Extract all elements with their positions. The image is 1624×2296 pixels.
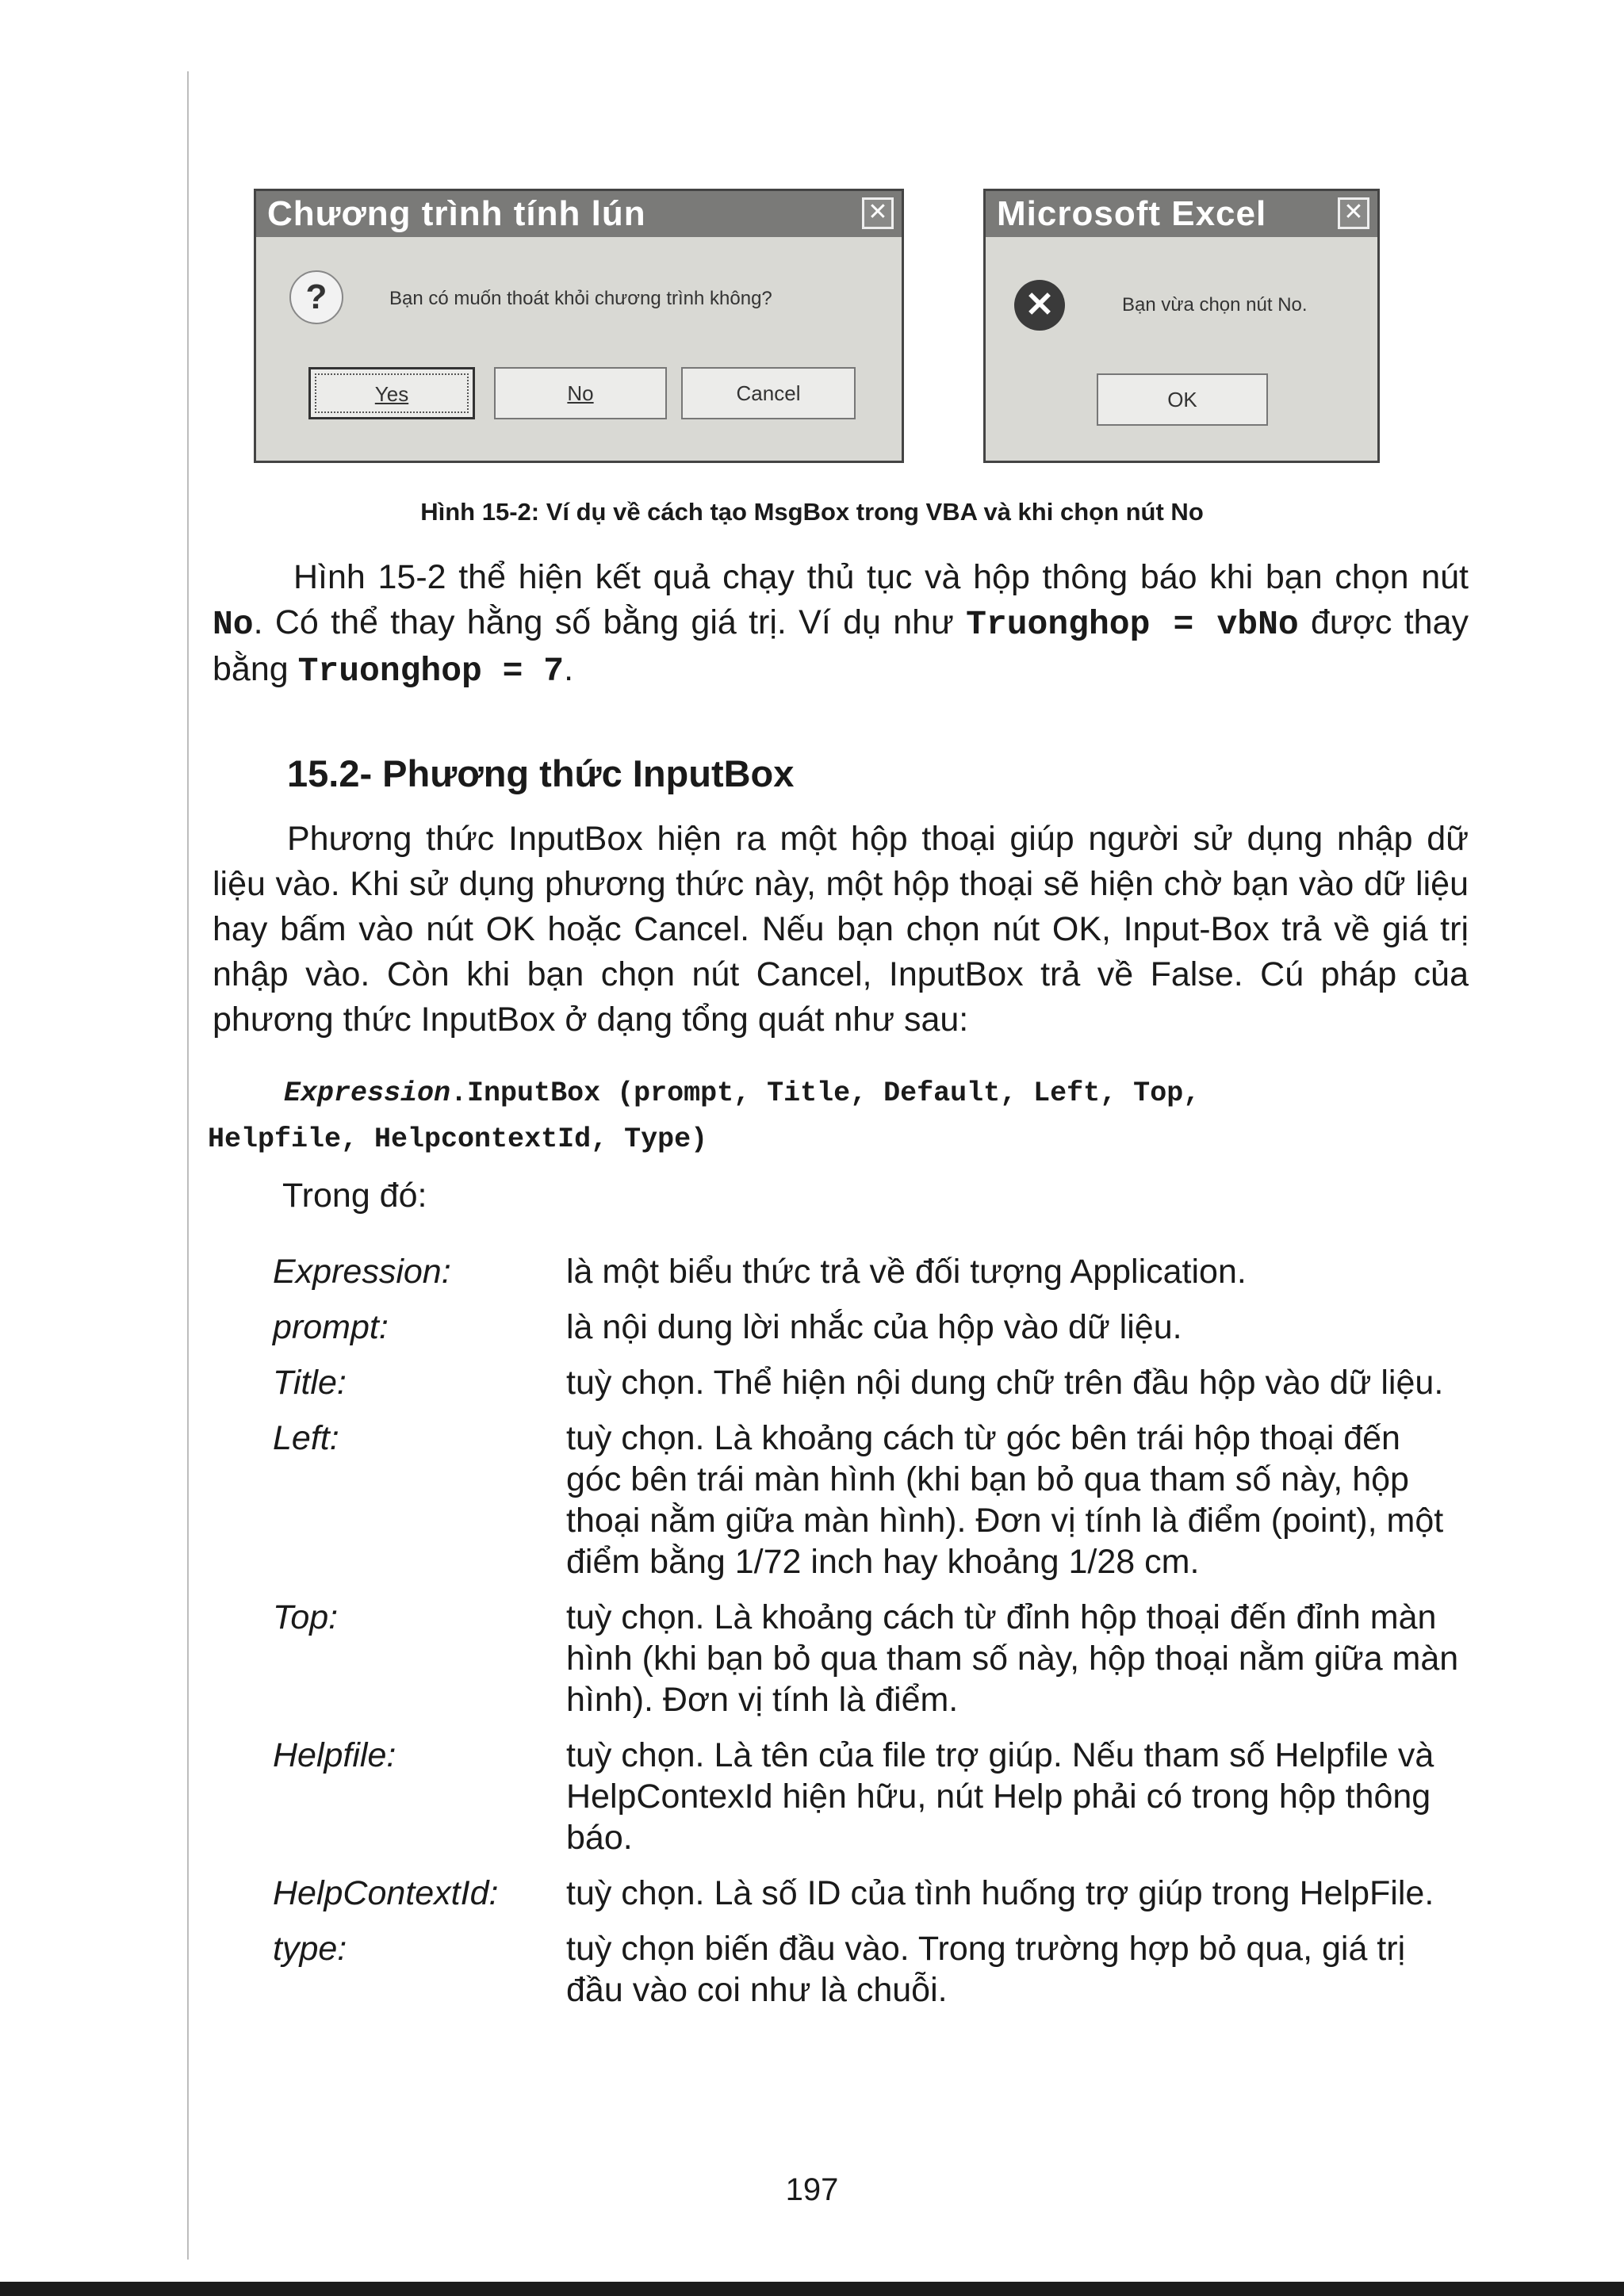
error-icon: ✕: [1014, 280, 1065, 331]
param-row: [273, 1418, 1462, 1582]
param-desc: tuỳ chọn. Là số ID của tình huống trợ giúp trong HelpFile.: [566, 1874, 1434, 1912]
param-name: Expression:: [273, 1253, 451, 1291]
syntax-code: Expression.InputBox (prompt, Title, Default, Left, Top, Helpfile, HelpcontextId, Type): [208, 1077, 1201, 1155]
yes-button[interactable]: Yes: [308, 367, 475, 419]
page-number: 197: [785, 2172, 839, 2207]
param-name: Title:: [273, 1364, 347, 1402]
param-desc: tuỳ chọn. Là khoảng cách từ đỉnh hộp thoại đến đỉnh màn hình (khi bạn bỏ qua tham số này, hộp thoại nằm giữa màn hình). Đơn vị tính là điểm.: [566, 1598, 1459, 1719]
close-icon[interactable]: ✕: [862, 197, 894, 229]
param-desc: tuỳ chọn biến đầu vào. Trong trường hợp bỏ qua, giá trị đầu vào coi như là chuỗi.: [566, 1930, 1406, 2009]
section-heading: 15.2- Phương thức InputBox: [287, 752, 795, 794]
parameter-list: [273, 1251, 1462, 2025]
param-desc: tuỳ chọn. Thể hiện nội dung chữ trên đầu hộp vào dữ liệu.: [566, 1364, 1444, 1402]
page-edge-line: [187, 71, 189, 2260]
question-icon: ?: [289, 270, 343, 324]
where-label: Trong đó:: [282, 1177, 427, 1215]
param-desc: là nội dung lời nhắc của hộp vào dữ liệu.: [566, 1308, 1182, 1346]
param-row: [273, 1251, 1462, 1292]
param-name: Helpfile:: [273, 1736, 396, 1774]
dialog-title: Chương trình tính lún: [256, 191, 902, 237]
paragraph-figure-explanation: Hình 15-2 thể hiện kết quả chạy thủ tục và hộp thông báo khi bạn chọn nút No. Có thể thay hằng số bằng giá trị. Ví dụ như Truonghop = vbNo được thay bằng Truonghop = 7.: [213, 558, 1469, 691]
paragraph-inputbox-intro: Phương thức InputBox hiện ra một hộp thoại giúp người sử dụng nhập dữ liệu vào. Khi sử dụng phương thức này, một hộp thoại sẽ hiện chờ bạn vào dữ liệu hay bấm vào nút OK hoặc Cancel. Nếu bạn chọn nút OK, Input-Box trả về giá trị nhập vào. Còn khi bạn chọn nút Cancel, InputBox trả về False. Cú pháp của phương thức InputBox ở dạng tổng quát như sau:: [213, 820, 1469, 1039]
dialog-message: Bạn có muốn thoát khỏi chương trình không?: [389, 288, 772, 309]
param-row: [273, 1307, 1462, 1348]
param-row: [273, 1735, 1462, 1858]
close-icon[interactable]: ✕: [1338, 197, 1369, 229]
param-row: [273, 1362, 1462, 1403]
param-desc: là một biểu thức trả về đối tượng Application.: [566, 1253, 1247, 1291]
dialog-title: Microsoft Excel: [986, 191, 1377, 237]
ok-button[interactable]: OK: [1097, 373, 1268, 426]
param-name: Left:: [273, 1419, 339, 1457]
param-desc: tuỳ chọn. Là khoảng cách từ góc bên trái hộp thoại đến góc bên trái màn hình (khi bạn bỏ qua tham số này, hộp thoại nằm giữa màn hình). Đơn vị tính là điểm (point), một điểm bằng 1/72 inch hay khoảng 1/28 cm.: [566, 1419, 1444, 1581]
param-name: prompt:: [273, 1308, 389, 1346]
param-name: HelpContextId:: [273, 1874, 499, 1912]
param-row: [273, 1873, 1462, 1914]
param-row: [273, 1928, 1462, 2011]
param-row: [273, 1597, 1462, 1720]
param-desc: tuỳ chọn. Là tên của file trợ giúp. Nếu tham số Helpfile và HelpContexId hiện hữu, nút Help phải có trong hộp thông báo.: [566, 1736, 1434, 1857]
figure-caption: Hình 15-2: Ví dụ về cách tạo MsgBox trong VBA và khi chọn nút No: [420, 498, 1204, 526]
param-name: Top:: [273, 1598, 339, 1636]
scan-bottom-border: [0, 2282, 1624, 2296]
cancel-button[interactable]: Cancel: [681, 367, 856, 419]
dialog-excel-message: [983, 189, 1380, 463]
no-button[interactable]: No: [494, 367, 667, 419]
dialog-message: Bạn vừa chọn nút No.: [1122, 294, 1308, 316]
param-name: type:: [273, 1930, 347, 1968]
dialog-confirm-exit: [254, 189, 904, 463]
